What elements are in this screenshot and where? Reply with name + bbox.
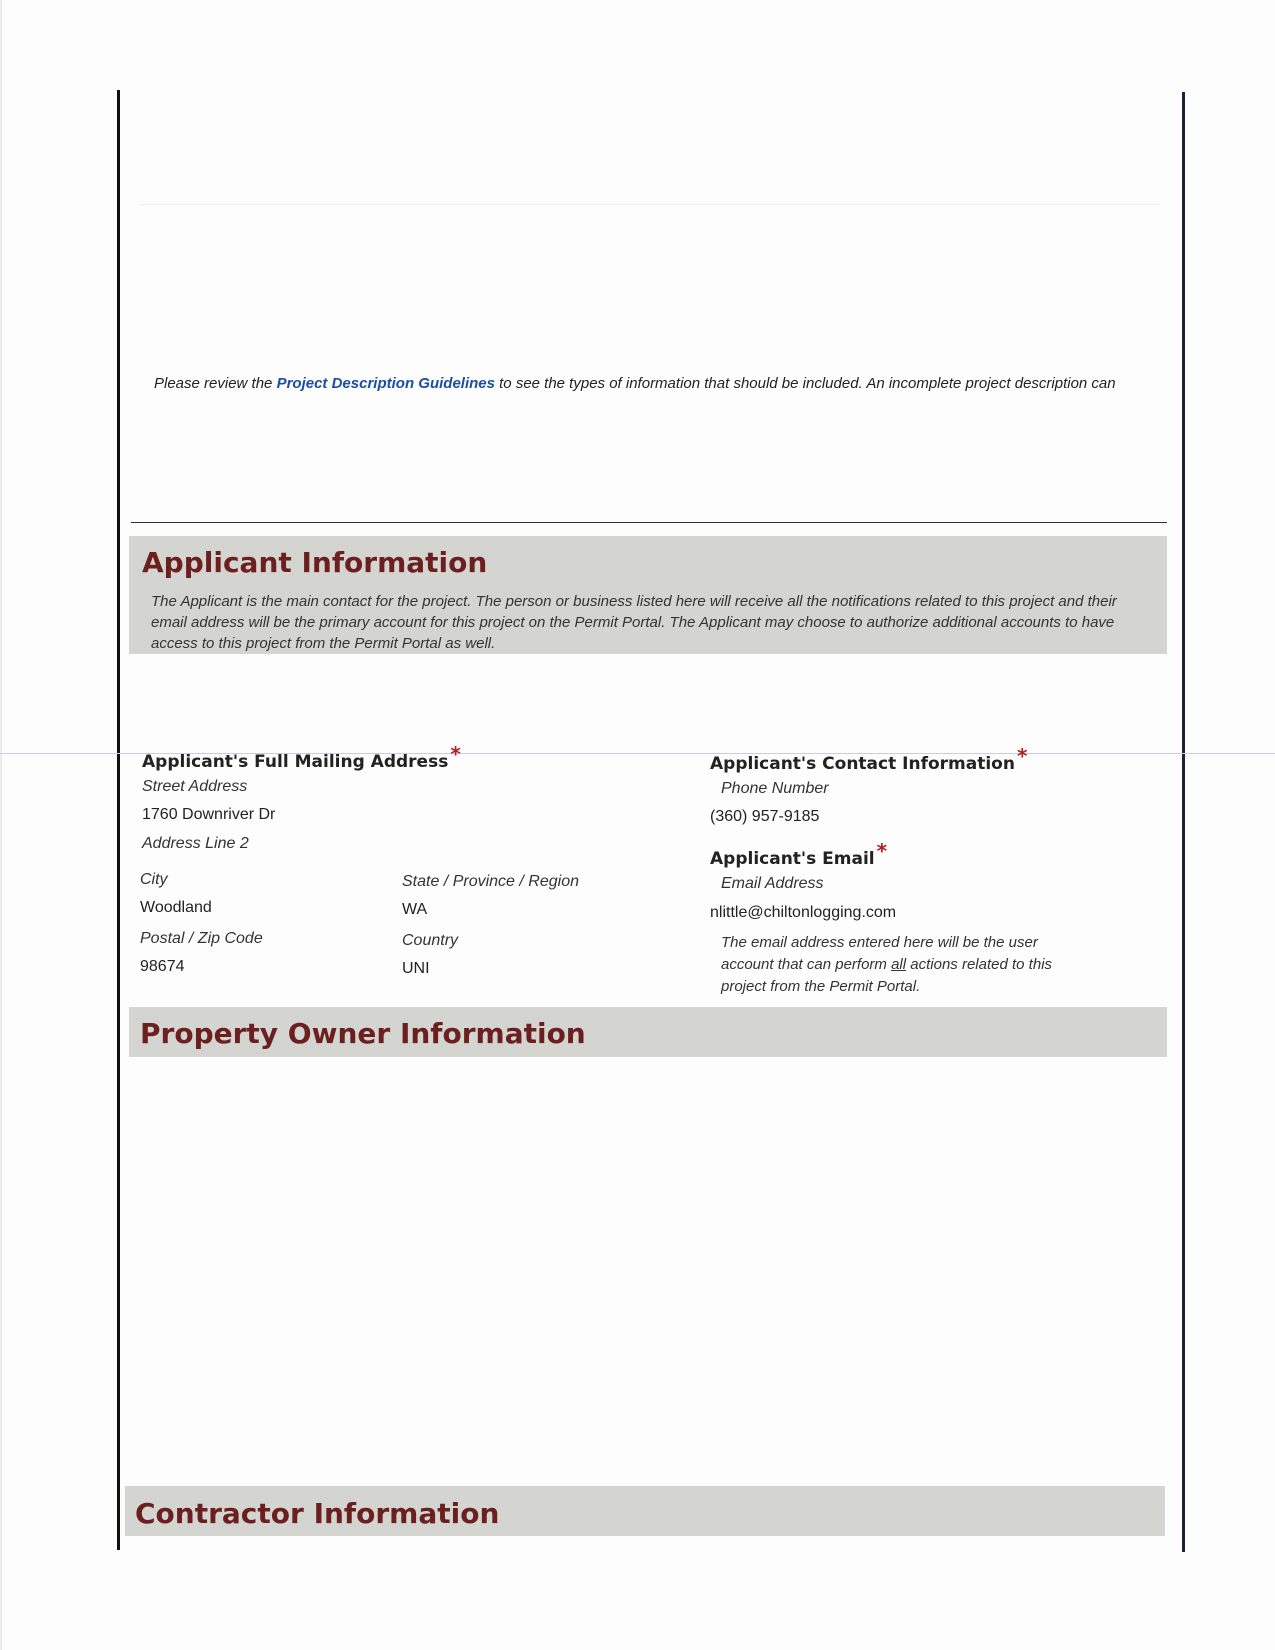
guidelines-text <box>154 375 1164 392</box>
state-label: State / Province / Region <box>402 873 579 890</box>
contractor-section <box>125 1486 1165 1536</box>
country-label: Country <box>402 932 459 949</box>
mailing-address-heading-text: Applicant's Full Mailing Address <box>142 752 449 772</box>
street-address-label: Street Address <box>142 778 248 795</box>
address-line-2-label: Address Line 2 <box>142 835 249 852</box>
property-owner-section <box>129 1007 1167 1057</box>
postal-code-value[interactable]: 98674 <box>140 958 185 975</box>
section-divider <box>131 522 1167 523</box>
city-label: City <box>140 871 168 888</box>
applicant-information-description: The Applicant is the main contact for the project. The person or business listed here will receive all the notifications related to this project and their email address will be the primary account for this project on the Permit Portal. The Applicant may choose to authorize additional accounts to have access to this project from the Permit Portal as well. <box>151 593 1117 652</box>
country-value[interactable]: UNI <box>402 960 430 977</box>
street-address-value[interactable]: 1760 Downriver Dr <box>142 806 276 823</box>
project-description-guidelines-link[interactable]: Project Description Guidelines <box>276 375 495 392</box>
email-help-note <box>721 932 1081 998</box>
email-address-label: Email Address <box>721 875 824 892</box>
frame-right-border <box>1182 92 1185 1552</box>
required-asterisk: * <box>876 839 888 863</box>
postal-code-label: Postal / Zip Code <box>140 930 263 947</box>
contact-information-heading-text: Applicant's Contact Information <box>710 754 1015 774</box>
guidelines-text-start: Please review the <box>154 375 277 392</box>
required-asterisk: * <box>450 742 461 766</box>
faint-divider <box>140 204 1160 205</box>
email-help-note-emphasis: all <box>891 956 907 973</box>
guidelines-text-end: to see the types of information that should be included. An incomplete project description can <box>494 375 1116 392</box>
contact-information-heading <box>710 744 1028 774</box>
city-value[interactable]: Woodland <box>140 899 212 916</box>
applicant-information-title: Applicant Information <box>142 546 488 579</box>
phone-number-label: Phone Number <box>721 780 829 797</box>
email-heading-text: Applicant's Email <box>710 849 875 869</box>
applicant-information-section <box>129 536 1167 654</box>
required-asterisk: * <box>1016 744 1028 768</box>
email-help-note-end: actions related to this project from the Permit Portal. <box>721 956 1053 995</box>
email-heading <box>710 839 888 869</box>
mailing-address-heading <box>142 742 461 772</box>
phone-number-value[interactable]: (360) 957-9185 <box>710 808 820 825</box>
contractor-title: Contractor Information <box>135 1497 500 1530</box>
frame-left-border <box>117 90 120 1550</box>
page-edge <box>0 0 2 1650</box>
email-address-value[interactable]: nlittle@chiltonlogging.com <box>710 904 897 921</box>
property-owner-title: Property Owner Information <box>140 1017 586 1050</box>
state-value[interactable]: WA <box>402 901 428 918</box>
email-help-note-start: The email address entered here will be the user account that can perform <box>721 934 1038 973</box>
